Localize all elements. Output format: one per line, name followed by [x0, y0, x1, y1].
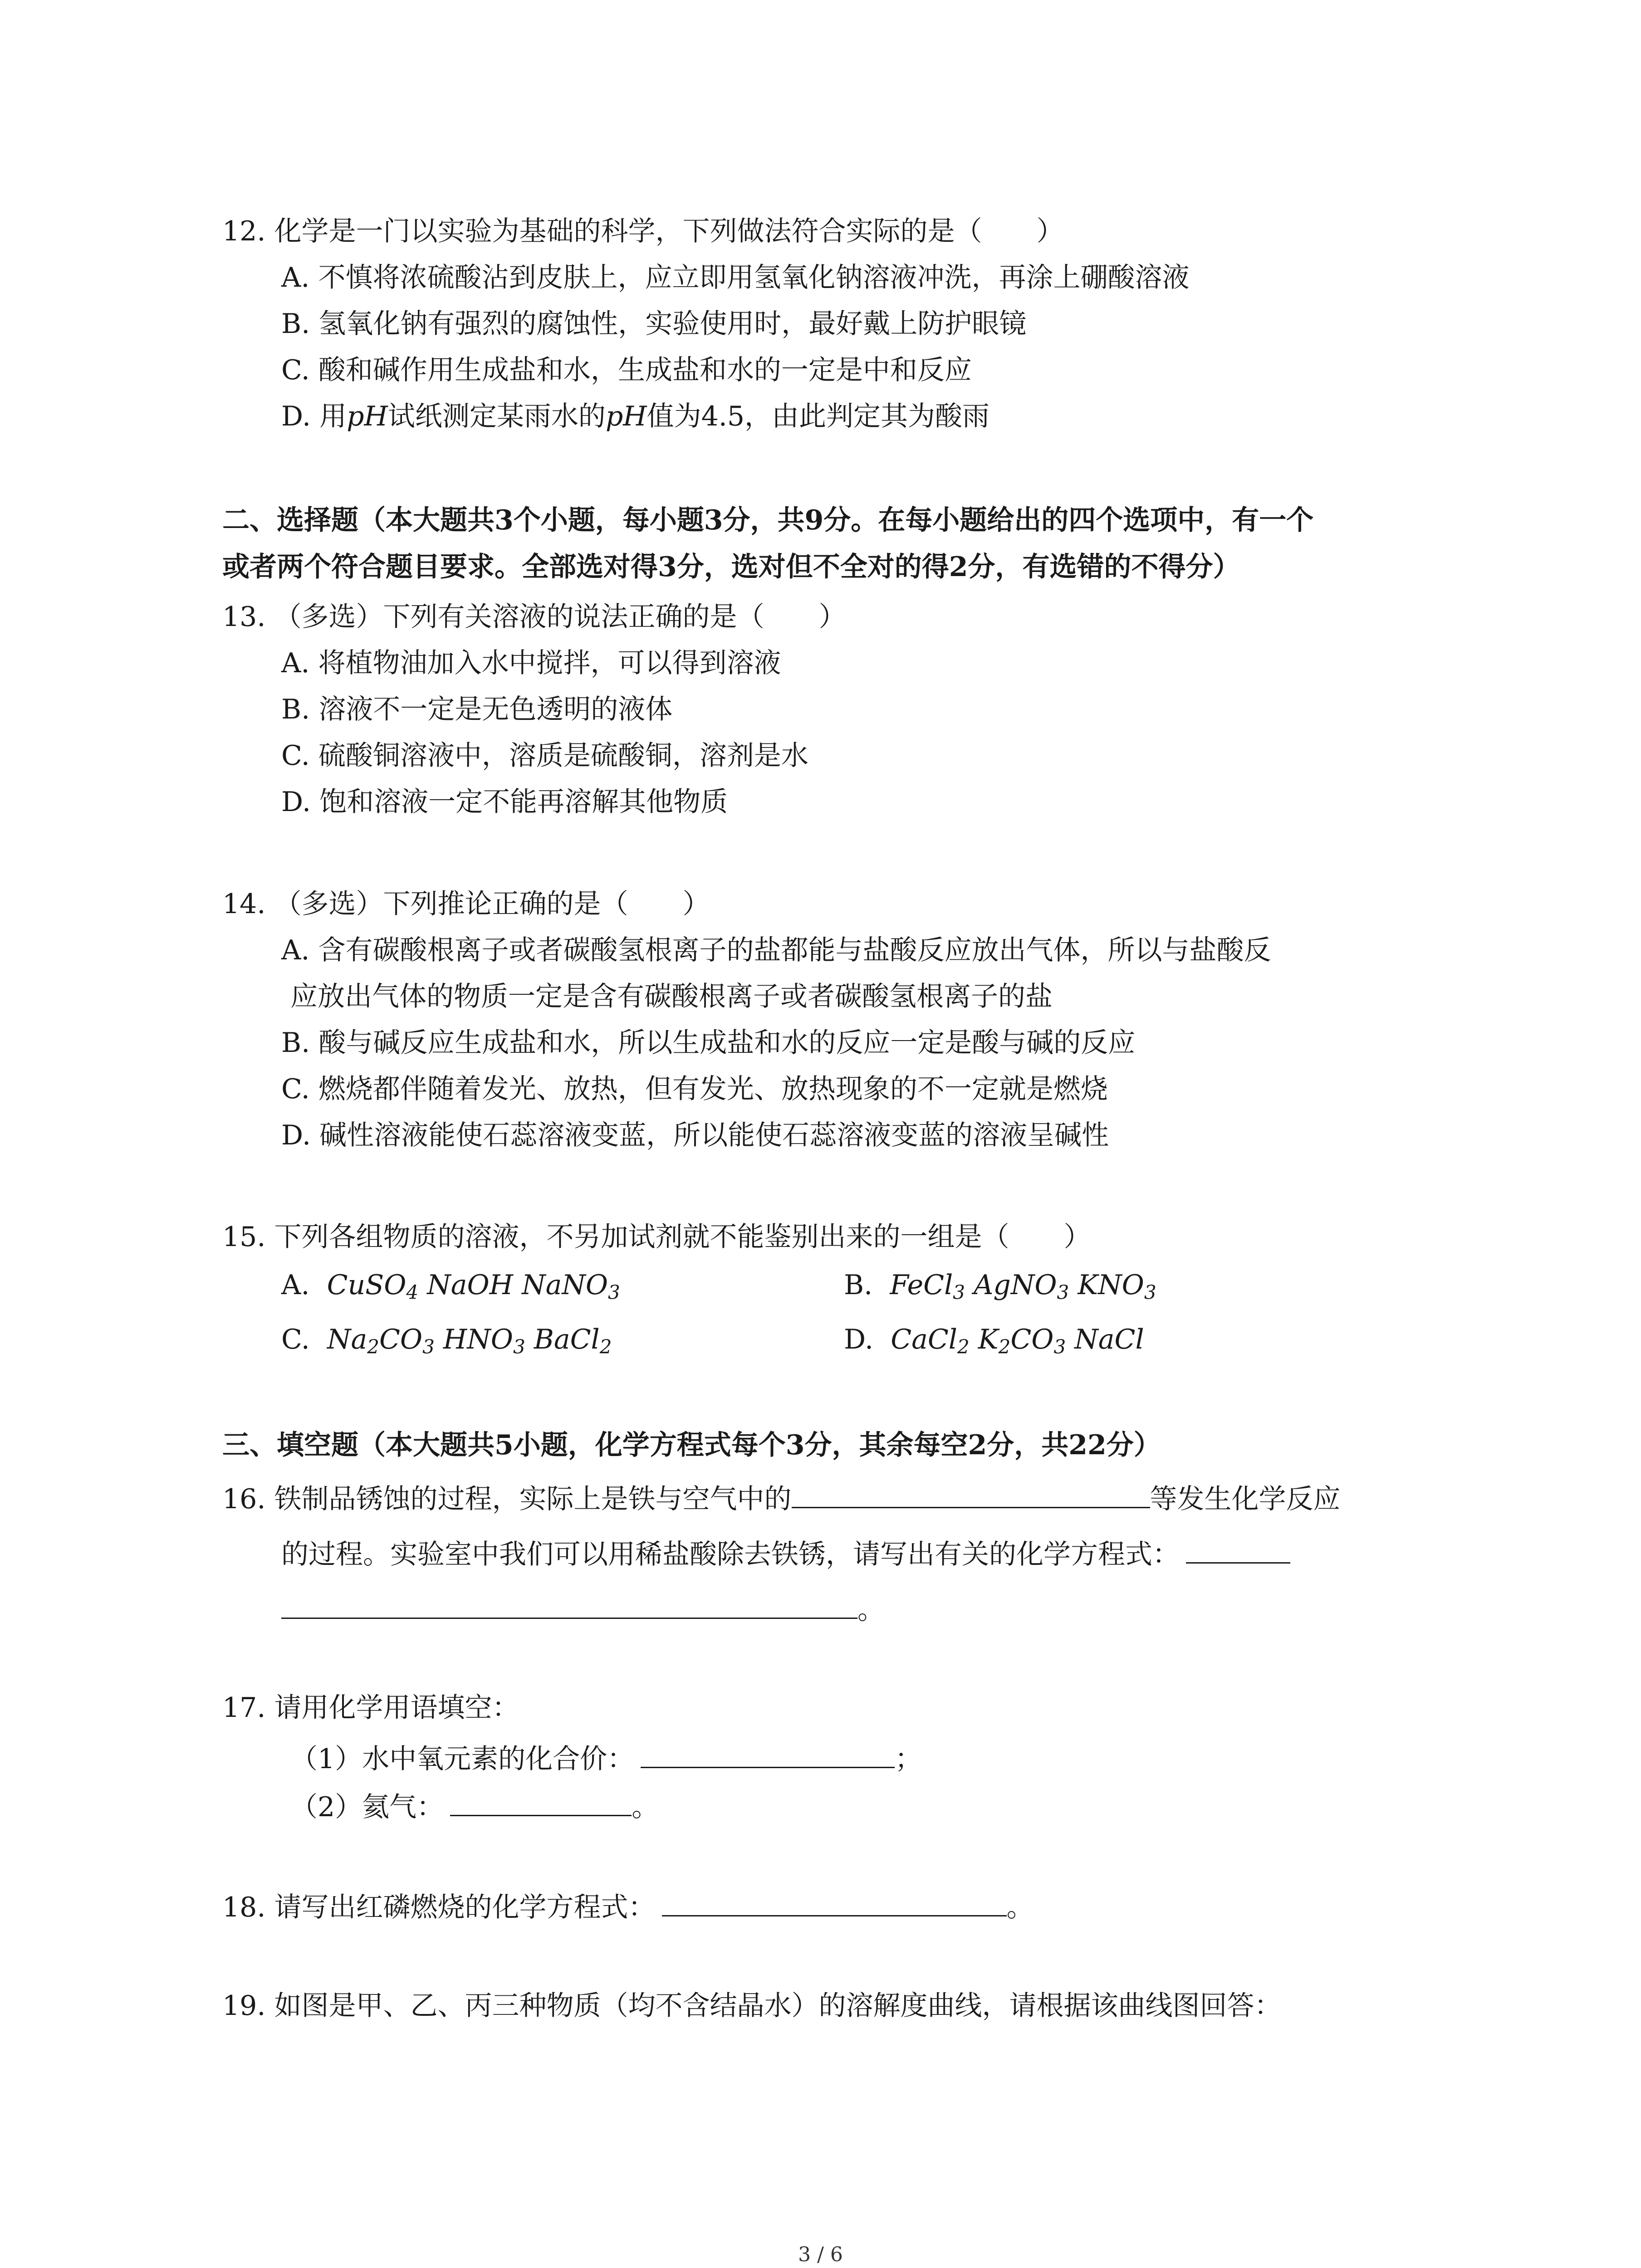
q15-option-a	[281, 1267, 620, 1303]
q12-d-value: 4.5	[701, 401, 745, 432]
q18-text: 。	[1006, 1892, 1034, 1923]
q16-text: 的过程。实验室中我们可以用稀盐酸除去铁锈，请写出有关的化学方程式：	[281, 1539, 1180, 1570]
q14-option-a-cont: 应放出气体的物质一定是含有碳酸根离子或者碳酸氢根离子的盐	[290, 981, 1053, 1012]
q12-d-suffix: ，由此判定其为酸雨	[745, 401, 990, 432]
q18-text: 18. 请写出红磷燃烧的化学方程式：	[222, 1892, 656, 1923]
q15-d-label: D.	[844, 1324, 874, 1355]
q14-option-b: B. 酸与碱反应生成盐和水，所以生成盐和水的反应一定是酸与碱的反应	[281, 1027, 1136, 1059]
q16-line-2	[281, 1534, 1290, 1573]
q19-stem: 19. 如图是甲、乙、丙三种物质（均不含结晶水）的溶解度曲线，请根据该曲线图回答：	[222, 1990, 1282, 2022]
q15-c-formula: $Na_2CO_3$ $HNO_3$ BaCl$_2$	[327, 1324, 612, 1358]
q17-text: 。	[632, 1791, 659, 1823]
q13-option-a: A. 将植物油加入水中搅拌，可以得到溶液	[281, 647, 781, 679]
q18-line	[222, 1887, 1034, 1926]
q15-option-b	[844, 1267, 1156, 1303]
q16-text: 等发生化学反应	[1150, 1483, 1341, 1515]
q15-a-label: A.	[281, 1269, 310, 1301]
q15-c-label: C.	[281, 1324, 310, 1355]
q17-stem: 17. 请用化学用语填空：	[222, 1692, 519, 1724]
q17-part-2	[290, 1787, 659, 1825]
q16-text: 16. 铁制品锈蚀的过程，实际上是铁与空气中的	[222, 1483, 792, 1515]
q12-option-d	[281, 398, 989, 435]
q16-text: 。	[857, 1594, 885, 1626]
q17-text: （1）水中氧元素的化合价：	[290, 1743, 635, 1775]
q17-blank-1[interactable]	[641, 1739, 895, 1768]
section-2-header: 或者两个符合题目要求。全部选对得3分，选对但不全对的得2分，有选错的不得分）	[222, 551, 1240, 583]
q17-text: ；	[895, 1743, 922, 1775]
q15-option-d	[844, 1321, 1144, 1358]
q12-d-text: 试纸测定某雨水的	[387, 401, 606, 432]
q17-text: （2）氦气：	[290, 1791, 444, 1823]
q12-d-prefix: D. 用	[281, 401, 347, 432]
q17-blank-2[interactable]	[450, 1787, 632, 1816]
q16-line-1	[222, 1479, 1341, 1517]
q15-option-c	[281, 1321, 612, 1358]
q15-a-formula: CuSO$_4$ NaOH NaNO$_3$	[327, 1269, 620, 1304]
q13-stem: 13. （多选）下列有关溶液的说法正确的是（ ）	[222, 601, 846, 633]
q18-blank[interactable]	[662, 1887, 1007, 1916]
q12-d-text: 值为	[647, 401, 701, 432]
q12-stem: 12. 化学是一门以实验为基础的科学，下列做法符合实际的是（ ）	[222, 215, 1064, 247]
q17-part-1	[290, 1739, 922, 1777]
q15-d-formula: CaCl$_2$ $K_2CO_3$ NaCl	[891, 1324, 1144, 1358]
q16-blank-2[interactable]	[1186, 1534, 1290, 1564]
q12-option-a: A. 不慎将浓硫酸沾到皮肤上，应立即用氢氧化钠溶液冲洗，再涂上硼酸溶液	[281, 262, 1190, 293]
q12-d-ph: pH	[605, 401, 647, 432]
page-number: 3 / 6	[798, 2243, 843, 2266]
q14-option-c: C. 燃烧都伴随着发光、放热，但有发光、放热现象的不一定就是燃烧	[281, 1073, 1108, 1105]
q15-b-formula: FeCl$_3$ AgNO$_3$ $KNO_3$	[890, 1269, 1156, 1304]
q12-option-b: B. 氢氧化钠有强烈的腐蚀性，实验使用时，最好戴上防护眼镜	[281, 308, 1027, 340]
q16-blank-2-cont[interactable]	[281, 1589, 857, 1619]
section-2-header: 二、选择题（本大题共3个小题，每小题3分，共9分。在每小题给出的四个选项中，有一个	[222, 504, 1314, 536]
q12-option-c: C. 酸和碱作用生成盐和水，生成盐和水的一定是中和反应	[281, 354, 972, 386]
q16-line-3	[281, 1589, 885, 1628]
q14-option-a: A. 含有碳酸根离子或者碳酸氢根离子的盐都能与盐酸反应放出气体，所以与盐酸反	[281, 934, 1271, 966]
q12-d-ph: pH	[347, 401, 388, 432]
section-3-header: 三、填空题（本大题共5小题，化学方程式每个3分，其余每空2分，共22分）	[222, 1429, 1161, 1461]
q15-b-label: B.	[844, 1269, 873, 1301]
q13-option-b: B. 溶液不一定是无色透明的液体	[281, 694, 673, 725]
q16-blank-1[interactable]	[792, 1479, 1150, 1508]
q14-option-d: D. 碱性溶液能使石蕊溶液变蓝，所以能使石蕊溶液变蓝的溶液呈碱性	[281, 1119, 1109, 1151]
q15-stem: 15. 下列各组物质的溶液，不另加试剂就不能鉴别出来的一组是（ ）	[222, 1221, 1091, 1253]
q13-option-c: C. 硫酸铜溶液中，溶质是硫酸铜，溶剂是水	[281, 740, 808, 772]
q13-option-d: D. 饱和溶液一定不能再溶解其他物质	[281, 786, 728, 818]
q14-stem: 14. （多选）下列推论正确的是（ ）	[222, 888, 710, 920]
